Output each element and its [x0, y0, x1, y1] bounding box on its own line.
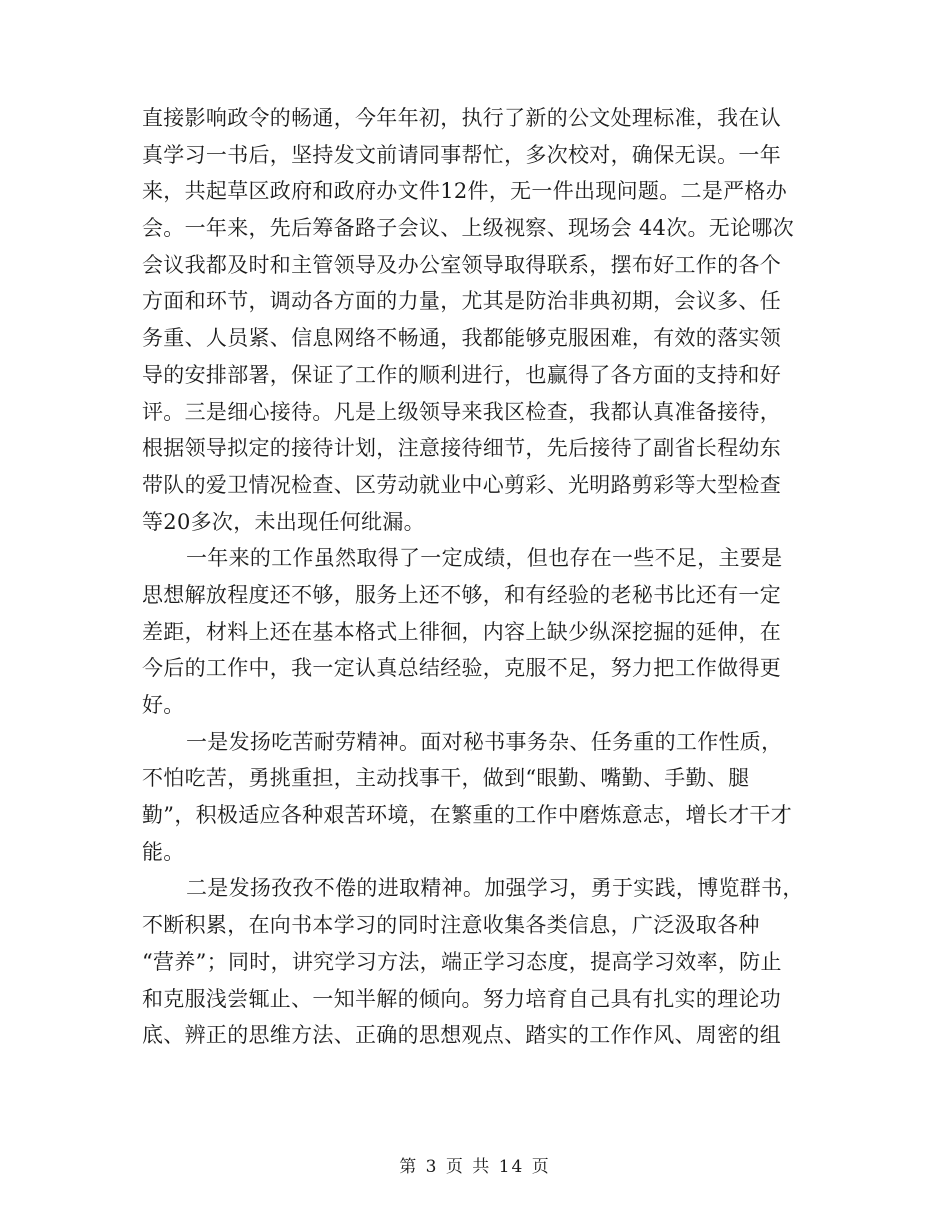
text-line: 底、辨正的思维方法、正确的思想观点、踏实的工作作风、周密的组 — [142, 1023, 781, 1048]
paragraph-start-line: 一是发扬吃苦耐劳精神。面对秘书事务杂、任务重的工作性质， — [186, 729, 783, 754]
page-number-footer: 第 3 页 共 14 页 — [399, 1157, 551, 1177]
text-line: 差距，材料上还在基本格式上徘徊，内容上缺少纵深挖掘的延伸，在 — [142, 619, 781, 644]
text-line: 真学习一书后，坚持发文前请同事帮忙，多次校对，确保无误。一年 — [142, 142, 781, 167]
text-line: 会。一年来，先后筹备路子会议、上级视察、现场会 44次。无论哪次 — [142, 216, 794, 241]
text-line: 务重、人员紧、信息网络不畅通，我都能够克服困难，有效的落实领 — [142, 326, 781, 351]
paragraph-start-line: 一年来的工作虽然取得了一定成绩，但也存在一些不足，主要是 — [186, 546, 783, 571]
document-body — [142, 100, 812, 1054]
text-line: 会议我都及时和主管领导及办公室领导取得联系，摆布好工作的各个 — [142, 252, 781, 277]
text-line: “营养”；同时，讲究学习方法，端正学习态度，提高学习效率，防止 — [142, 949, 782, 974]
text-line: 带队的爱卫情况检查、区劳动就业中心剪彩、光明路剪彩等大型检查 — [142, 472, 781, 497]
text-line: 评。三是细心接待。凡是上级领导来我区检查，我都认真准备接待， — [142, 399, 781, 424]
text-line: 好。 — [142, 693, 185, 717]
text-line: 导的安排部署，保证了工作的顺利进行，也赢得了各方面的支持和好 — [142, 362, 781, 387]
text-line: 不怕吃苦，勇挑重担，主动找事干，做到“眼勤、嘴勤、手勤、腿 — [142, 766, 750, 791]
text-line: 和克服浅尝辄止、一知半解的倾向。努力培育自己具有扎实的理论功 — [142, 986, 781, 1011]
text-line: 方面和环节，调动各方面的力量，尤其是防治非典初期，会议多、任 — [142, 289, 781, 314]
text-line: 今后的工作中，我一定认真总结经验，克服不足，努力把工作做得更 — [142, 656, 781, 681]
text-line: 能。 — [142, 839, 185, 864]
text-line: 不断积累，在向书本学习的同时注意收集各类信息，广泛汲取各种 — [142, 913, 760, 938]
text-line: 根据领导拟定的接待计划，注意接待细节，先后接待了副省长程幼东 — [142, 436, 781, 461]
text-line: 思想解放程度还不够，服务上还不够，和有经验的老秘书比还有一定 — [142, 582, 781, 607]
text-line: 来，共起草区政府和政府办文件12件，无一件出现问题。二是严格办 — [142, 179, 788, 204]
paragraph-start-line: 二是发扬孜孜不倦的进取精神。加强学习，勇于实践，博览群书， — [186, 876, 804, 901]
text-line: 等20多次，未出现任何纰漏。 — [142, 509, 425, 534]
text-line: 直接影响政令的畅通，今年年初，执行了新的公文处理标准，我在认 — [142, 106, 781, 130]
text-line: 勤”，积极适应各种艰苦环境，在繁重的工作中磨炼意志，增长才干才 — [142, 803, 793, 828]
